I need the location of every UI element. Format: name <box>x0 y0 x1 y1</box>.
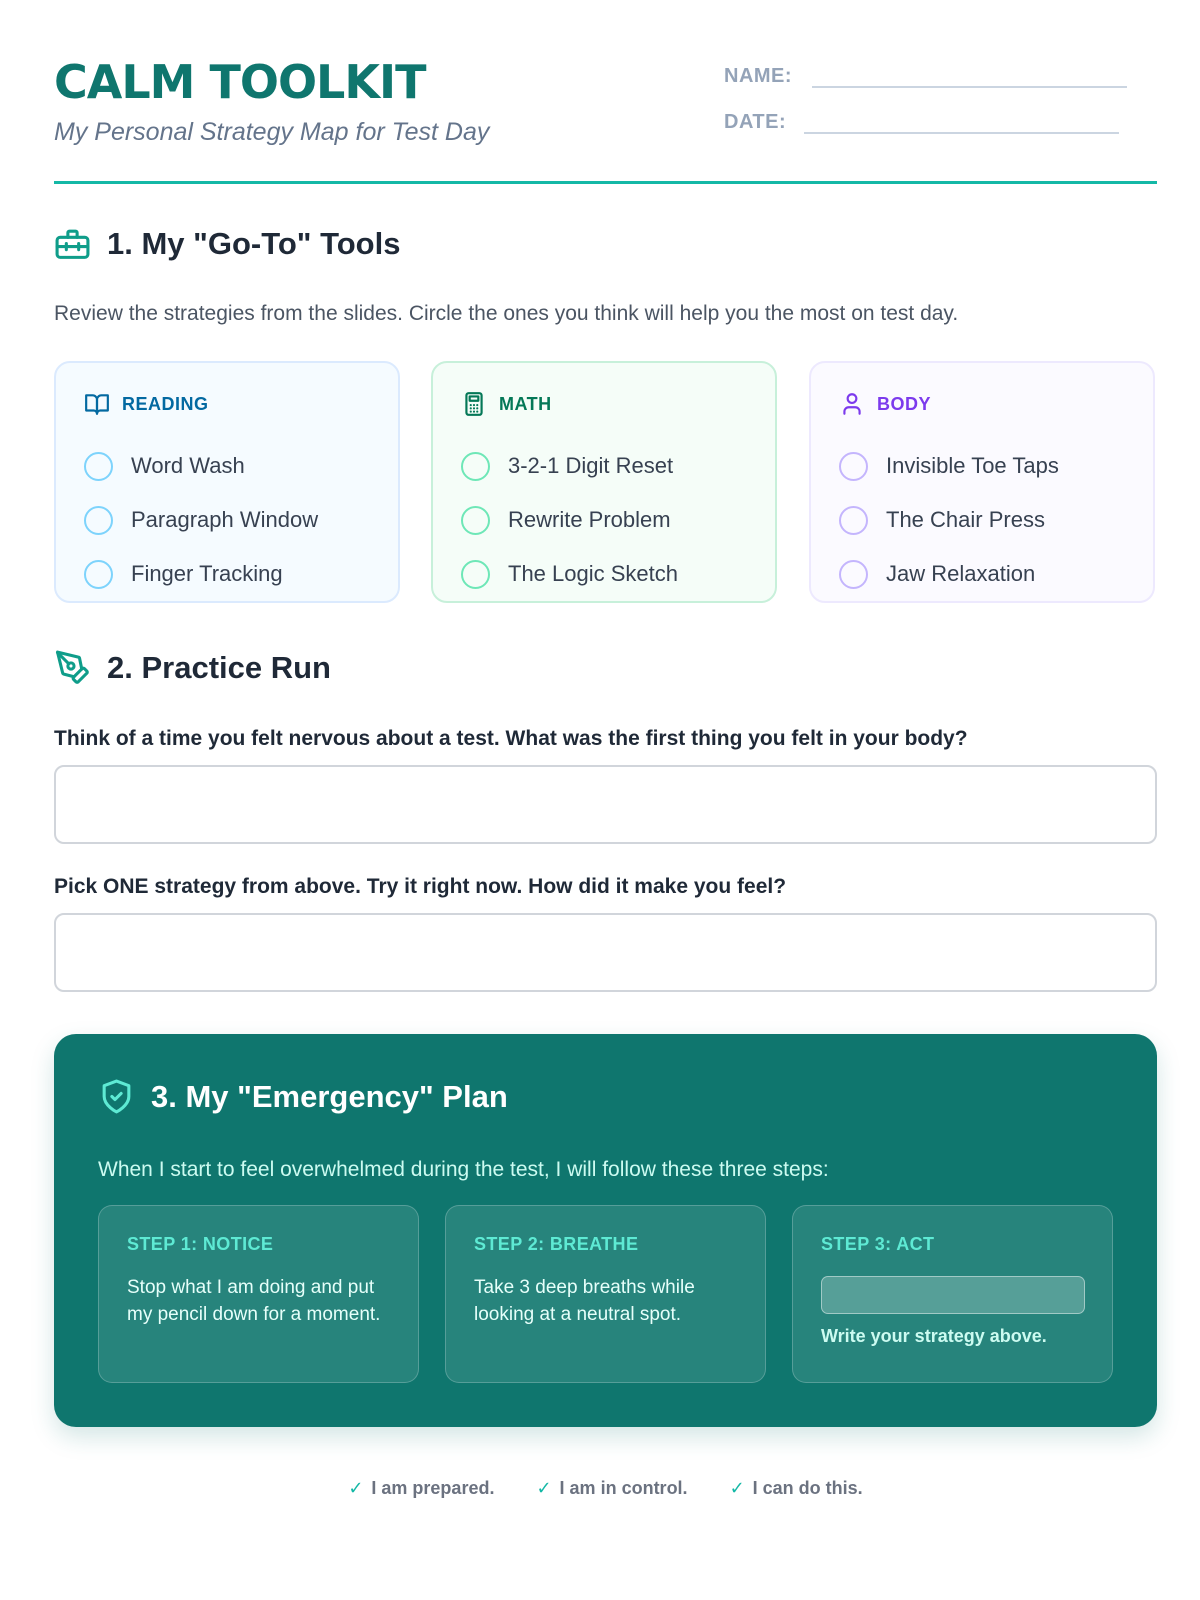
name-field <box>724 60 1127 88</box>
section-practice-run-heading <box>54 649 331 686</box>
toolbox-icon <box>54 225 91 262</box>
check-icon: ✓ <box>729 1478 745 1498</box>
name-label: NAME: <box>724 65 793 87</box>
card-label: BODY <box>877 393 932 414</box>
strategy-option[interactable] <box>461 547 678 601</box>
affirmations <box>54 1478 1157 1499</box>
shield-check-icon <box>98 1078 135 1115</box>
section-go-to-tools-heading <box>54 225 400 262</box>
body-card <box>809 361 1155 603</box>
section-emergency-plan-heading <box>98 1078 508 1115</box>
name-input-line[interactable] <box>812 60 1127 88</box>
plan-intro: When I start to feel overwhelmed during the test, I will follow these three steps: <box>98 1158 829 1181</box>
header-divider <box>54 181 1157 184</box>
circle-marker[interactable] <box>84 452 113 481</box>
strategy-label: The Logic Sketch <box>508 561 678 586</box>
step-act <box>792 1205 1113 1383</box>
step-text: Stop what I am doing and put my pencil down for a moment. <box>127 1277 381 1325</box>
date-field <box>724 106 1119 134</box>
answer-box-2[interactable] <box>54 913 1157 992</box>
check-icon: ✓ <box>536 1478 552 1498</box>
person-icon <box>839 391 865 417</box>
strategy-label: Rewrite Problem <box>508 507 671 532</box>
strategy-option[interactable] <box>839 547 1059 601</box>
math-card <box>431 361 777 603</box>
strategy-option[interactable] <box>839 493 1059 547</box>
strategy-label: Jaw Relaxation <box>886 561 1036 586</box>
card-label: READING <box>122 393 209 414</box>
strategy-input[interactable] <box>821 1276 1085 1314</box>
strategy-label: Word Wash <box>131 453 245 478</box>
reading-card <box>54 361 400 603</box>
strategy-cards <box>54 361 1157 607</box>
affirmation-text: I can do this. <box>752 1478 863 1498</box>
date-label: DATE: <box>724 111 787 133</box>
section-title: 1. My "Go-To" Tools <box>107 225 401 261</box>
step-text: Take 3 deep breaths while looking at a neutral spot. <box>474 1277 695 1325</box>
step-hint: Write your strategy above. <box>821 1326 1047 1346</box>
affirmation <box>730 1478 863 1499</box>
card-label: MATH <box>499 393 552 414</box>
circle-marker[interactable] <box>84 560 113 589</box>
page-title: CALM TOOLKIT <box>54 55 426 109</box>
step-label: STEP 1: NOTICE <box>127 1234 274 1254</box>
step-breathe <box>445 1205 766 1383</box>
section-title: 2. Practice Run <box>107 649 331 685</box>
page-subtitle: My Personal Strategy Map for Test Day <box>54 118 490 146</box>
step-notice <box>98 1205 419 1383</box>
section-title: 3. My "Emergency" Plan <box>151 1078 508 1114</box>
strategy-option[interactable] <box>461 439 678 493</box>
circle-marker[interactable] <box>461 452 490 481</box>
strategy-option[interactable] <box>839 439 1059 493</box>
section-intro: Review the strategies from the slides. Circle the ones you think will help you the most on test day. <box>54 302 959 325</box>
affirmation-text: I am in control. <box>559 1478 688 1498</box>
circle-marker[interactable] <box>461 560 490 589</box>
strategy-label: 3-2-1 Digit Reset <box>508 453 674 478</box>
strategy-option[interactable] <box>84 547 318 601</box>
circle-marker[interactable] <box>839 452 868 481</box>
strategy-label: Paragraph Window <box>131 507 319 532</box>
strategy-label: The Chair Press <box>886 507 1045 532</box>
strategy-label: Finger Tracking <box>131 561 283 586</box>
strategy-label: Invisible Toe Taps <box>886 453 1059 478</box>
affirmation-text: I am prepared. <box>371 1478 495 1498</box>
step-label: STEP 3: ACT <box>821 1234 935 1254</box>
calculator-icon <box>461 391 487 417</box>
circle-marker[interactable] <box>839 560 868 589</box>
book-icon <box>84 391 110 417</box>
circle-marker[interactable] <box>461 506 490 535</box>
affirmation <box>536 1478 687 1499</box>
check-icon: ✓ <box>348 1478 364 1498</box>
pen-tool-icon <box>54 649 91 686</box>
date-input-line[interactable] <box>804 106 1119 134</box>
step-label: STEP 2: BREATHE <box>474 1234 639 1254</box>
strategy-option[interactable] <box>84 493 318 547</box>
emergency-plan-panel <box>54 1034 1157 1427</box>
practice-question-1: Think of a time you felt nervous about a test. What was the first thing you felt in your body? <box>54 727 968 750</box>
answer-box-1[interactable] <box>54 765 1157 844</box>
practice-question-2: Pick ONE strategy from above. Try it right now. How did it make you feel? <box>54 875 787 898</box>
strategy-option[interactable] <box>461 493 678 547</box>
affirmation <box>348 1478 494 1499</box>
circle-marker[interactable] <box>839 506 868 535</box>
circle-marker[interactable] <box>84 506 113 535</box>
strategy-option[interactable] <box>84 439 318 493</box>
